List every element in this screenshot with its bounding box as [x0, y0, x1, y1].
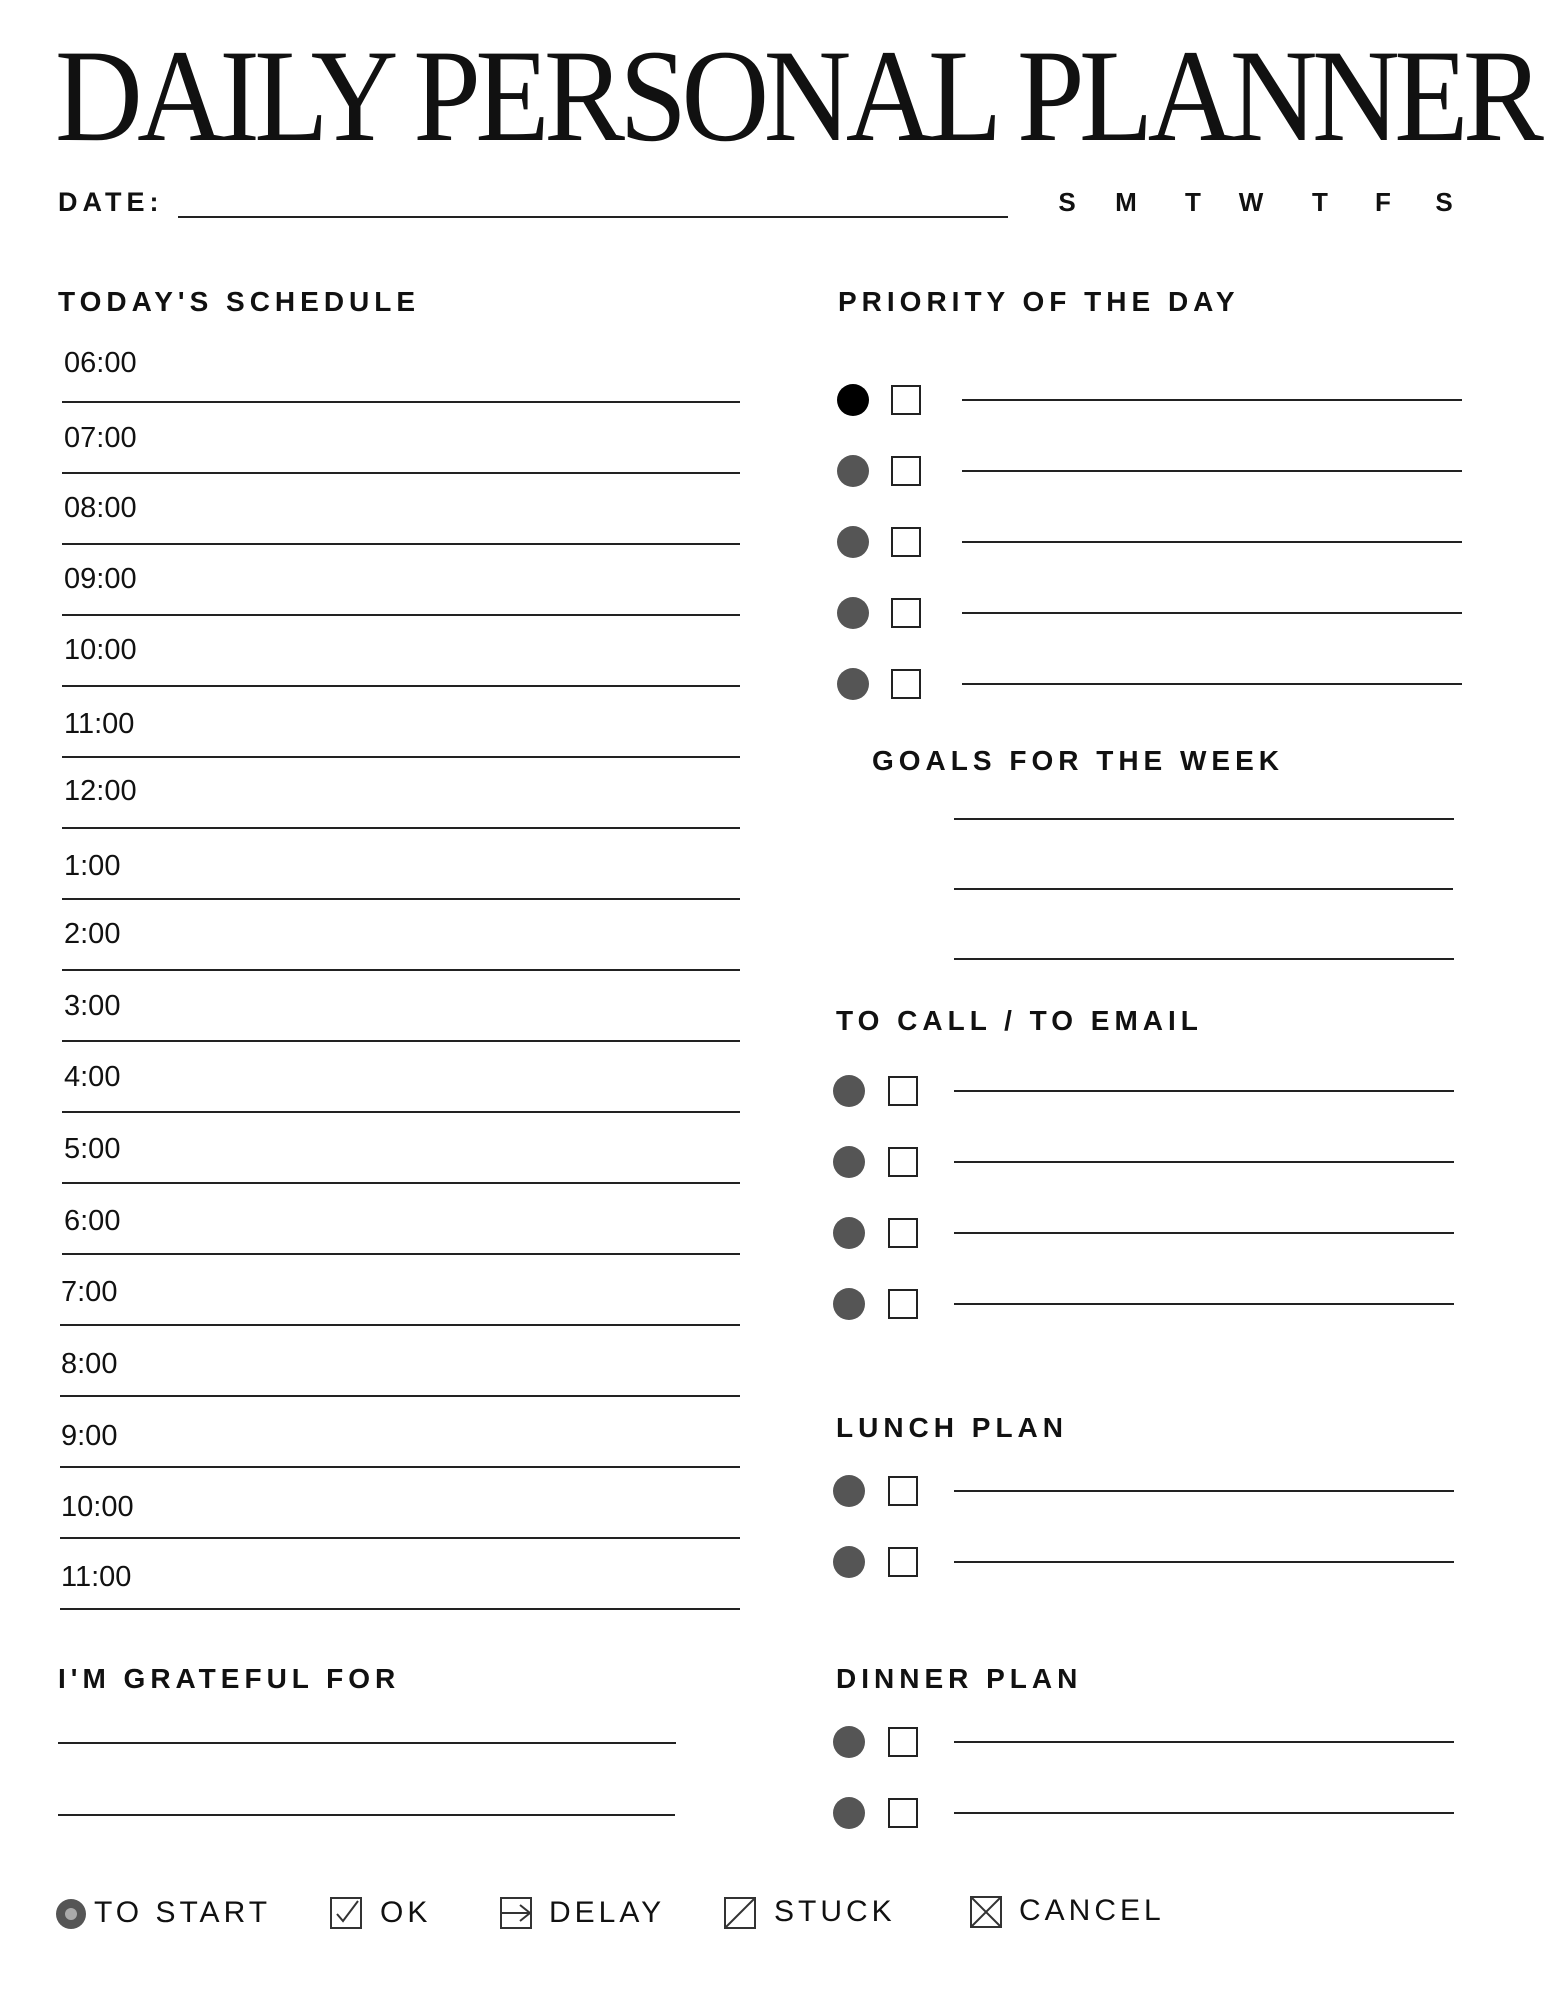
grateful-heading: I'M GRATEFUL FOR [58, 1663, 401, 1694]
weekday-1[interactable]: M [1115, 187, 1137, 217]
priority-heading: PRIORITY OF THE DAY [838, 286, 1240, 317]
schedule-line[interactable] [60, 1466, 740, 1468]
priority-checkbox[interactable] [891, 385, 921, 415]
schedule-line[interactable] [62, 472, 740, 474]
date-field[interactable] [178, 216, 1008, 218]
bullet-dot-icon [833, 1546, 865, 1578]
page-title: DAILY PERSONAL PLANNER [55, 22, 1539, 169]
schedule-line[interactable] [62, 685, 740, 687]
cancel-icon [970, 1896, 1002, 1928]
bullet-dot-icon [833, 1726, 865, 1758]
weekday-0[interactable]: S [1058, 187, 1076, 217]
lunch-checkbox[interactable] [888, 1547, 918, 1577]
grateful-line[interactable] [58, 1742, 676, 1744]
dinner-line[interactable] [954, 1812, 1454, 1814]
priority-line[interactable] [962, 612, 1462, 614]
call-email-line[interactable] [954, 1090, 1454, 1092]
priority-checkbox[interactable] [891, 527, 921, 557]
call-email-checkbox[interactable] [888, 1289, 918, 1319]
call-email-checkbox[interactable] [888, 1218, 918, 1248]
goals-heading: GOALS FOR THE WEEK [872, 745, 1284, 776]
bullet-dot-icon [837, 455, 869, 487]
goal-line[interactable] [954, 818, 1454, 820]
schedule-line[interactable] [62, 1253, 740, 1255]
legend-delay: DELAY [549, 1896, 666, 1929]
call-email-checkbox[interactable] [888, 1147, 918, 1177]
weekday-4[interactable]: T [1312, 187, 1328, 217]
priority-line[interactable] [962, 399, 1462, 401]
schedule-heading: TODAY'S SCHEDULE [58, 286, 421, 317]
schedule-time: 10:00 [61, 1491, 134, 1523]
bullet-dot-icon [837, 668, 869, 700]
ok-icon [330, 1897, 362, 1929]
dinner-line[interactable] [954, 1741, 1454, 1743]
schedule-time: 5:00 [64, 1133, 121, 1165]
stuck-icon [724, 1897, 756, 1929]
schedule-line[interactable] [62, 401, 740, 403]
schedule-time: 8:00 [61, 1348, 118, 1380]
lunch-line[interactable] [954, 1490, 1454, 1492]
priority-checkbox[interactable] [891, 456, 921, 486]
bullet-dot-icon [833, 1797, 865, 1829]
weekday-6[interactable]: S [1435, 187, 1453, 217]
priority-line[interactable] [962, 541, 1462, 543]
priority-line[interactable] [962, 683, 1462, 685]
schedule-line[interactable] [62, 1040, 740, 1042]
calls-heading: TO CALL / TO EMAIL [836, 1005, 1203, 1036]
schedule-time: 1:00 [64, 850, 121, 882]
weekday-2[interactable]: T [1185, 187, 1201, 217]
schedule-line[interactable] [62, 1111, 740, 1113]
schedule-time: 08:00 [64, 492, 137, 524]
bullet-dot-icon [837, 526, 869, 558]
schedule-time: 11:00 [64, 708, 135, 740]
schedule-time: 12:00 [64, 775, 137, 807]
priority-checkbox[interactable] [891, 669, 921, 699]
bullet-dot-icon [833, 1475, 865, 1507]
schedule-line[interactable] [60, 1324, 740, 1326]
schedule-time: 4:00 [64, 1061, 121, 1093]
legend-cancel: CANCEL [1019, 1894, 1165, 1927]
lunch-line[interactable] [954, 1561, 1454, 1563]
goal-line[interactable] [954, 888, 1453, 890]
schedule-time: 3:00 [64, 990, 121, 1022]
schedule-line[interactable] [62, 1182, 740, 1184]
schedule-line[interactable] [62, 898, 740, 900]
legend-stuck: STUCK [774, 1895, 896, 1928]
delay-icon [500, 1897, 532, 1929]
bullet-dot-icon [837, 384, 869, 416]
date-label: DATE: [58, 187, 164, 217]
to-start-icon [55, 1898, 87, 1930]
schedule-line[interactable] [62, 969, 740, 971]
schedule-line[interactable] [62, 543, 740, 545]
grateful-line[interactable] [58, 1814, 675, 1816]
schedule-time: 09:00 [64, 563, 137, 595]
schedule-line[interactable] [60, 1608, 740, 1610]
bullet-dot-icon [833, 1288, 865, 1320]
priority-checkbox[interactable] [891, 598, 921, 628]
call-email-line[interactable] [954, 1303, 1454, 1305]
call-email-checkbox[interactable] [888, 1076, 918, 1106]
schedule-line[interactable] [62, 827, 740, 829]
call-email-line[interactable] [954, 1161, 1454, 1163]
priority-line[interactable] [962, 470, 1462, 472]
call-email-line[interactable] [954, 1232, 1454, 1234]
lunch-heading: LUNCH PLAN [836, 1412, 1068, 1443]
schedule-time: 6:00 [64, 1205, 121, 1237]
schedule-time: 2:00 [64, 918, 121, 950]
schedule-time: 11:00 [61, 1561, 132, 1593]
bullet-dot-icon [837, 597, 869, 629]
schedule-line[interactable] [60, 1395, 740, 1397]
lunch-checkbox[interactable] [888, 1476, 918, 1506]
schedule-line[interactable] [60, 1537, 740, 1539]
schedule-time: 10:00 [64, 634, 137, 666]
legend-to-start: TO START [94, 1896, 272, 1929]
dinner-checkbox[interactable] [888, 1727, 918, 1757]
schedule-time: 06:00 [64, 347, 137, 379]
schedule-time: 9:00 [61, 1420, 118, 1452]
goal-line[interactable] [954, 958, 1454, 960]
weekday-3[interactable]: W [1238, 187, 1264, 217]
schedule-line[interactable] [62, 614, 740, 616]
bullet-dot-icon [833, 1146, 865, 1178]
legend-ok: OK [380, 1896, 432, 1929]
dinner-heading: DINNER PLAN [836, 1663, 1083, 1694]
bullet-dot-icon [833, 1075, 865, 1107]
schedule-time: 07:00 [64, 422, 137, 454]
bullet-dot-icon [833, 1217, 865, 1249]
weekday-5[interactable]: F [1375, 187, 1391, 217]
schedule-line[interactable] [62, 756, 740, 758]
schedule-time: 7:00 [61, 1276, 118, 1308]
dinner-checkbox[interactable] [888, 1798, 918, 1828]
